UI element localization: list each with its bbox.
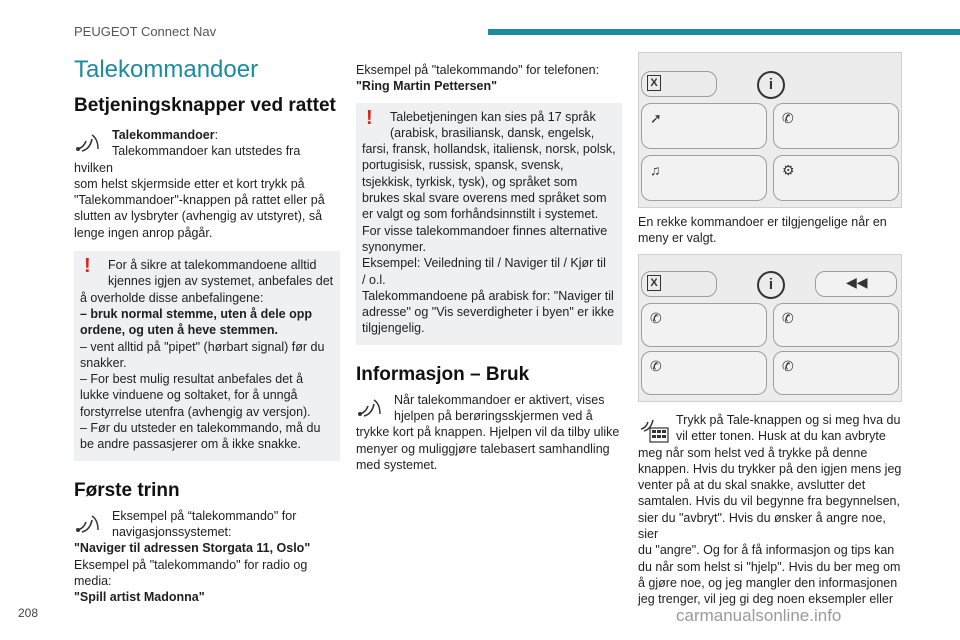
note-line: ordene, og uten å heve stemmen.	[80, 323, 278, 338]
note-line: forstyrrelse utenfra (avhengig av versjon).	[80, 404, 311, 419]
phone-example-command: "Ring Martin Pettersen"	[356, 79, 498, 94]
note-line: tsjekkisk, tyrkisk, tysk), og språket som	[362, 174, 578, 189]
menu-tile-phone[interactable]	[773, 103, 899, 149]
voice-command-button-icon	[356, 394, 390, 424]
info-line: Når talekommandoer er aktivert, vises	[394, 392, 605, 407]
info-line: menyer og muliggjøre talebasert samhandling	[356, 441, 610, 456]
voice-help-screen-main	[638, 52, 902, 208]
note-line: portugisisk, russisk, spansk, svensk,	[362, 158, 564, 173]
caption-line: En rekke kommandoer er tilgjengelige når en	[638, 215, 887, 229]
top-tile	[641, 271, 717, 297]
first-line: Eksempel på “talekommando" for	[112, 508, 297, 523]
command-tile[interactable]	[773, 351, 899, 395]
menu-tile-media[interactable]	[641, 155, 767, 201]
first-steps-paragraph	[74, 508, 340, 606]
note-line: lukke vinduene og soltaket, for å unngå	[80, 388, 298, 403]
phone-example-line: Eksempel på "talekommando" for telefonen:	[356, 63, 600, 77]
note-line: brukes skal svare overens med språket som	[362, 191, 607, 206]
voice-dialog-paragraph	[638, 412, 904, 608]
phone-icon: ✆	[782, 310, 794, 326]
note-line: – Før du utsteder en talekommando, må du	[80, 421, 321, 436]
body-line: å gjøre noe, og jeg mangler den informasjonen	[638, 575, 898, 590]
body-line: samtalen. Hvis du vil begynne fra begynnelsen,	[638, 494, 900, 509]
body-line: venter på at du skal snakke, avslutter det	[638, 478, 866, 493]
close-voice-icon[interactable]: X	[647, 75, 661, 91]
phone-icon: ✆	[782, 358, 794, 374]
note-line: – For best mulig resultat anbefales det å	[80, 372, 304, 387]
phone-icon: ✆	[782, 110, 794, 126]
note-line: å overholde disse anbefalingene:	[80, 290, 264, 305]
phone-icon: ✆	[650, 358, 662, 374]
voice-label: Talekommandoer	[112, 128, 215, 142]
voice-text-4: slutten av lysbryter (avhengig av utstyret), så	[74, 209, 323, 224]
note-line: adresse" og "Vis severdigheter i byen" er ikke	[362, 305, 615, 320]
warning-icon: !	[366, 106, 373, 129]
note-line: (arabisk, brasiliansk, dansk, engelsk,	[390, 125, 595, 140]
body-line: sier du "avbryt". Hvis du ønsker å angre noe, sier	[638, 510, 886, 542]
note-line: – bruk normal stemme, uten å dele opp	[80, 306, 313, 321]
voice-colon: :	[214, 128, 219, 142]
warning-note-recommendations	[74, 251, 340, 461]
command-tile[interactable]	[641, 303, 767, 347]
note-line: kjennes igjen av systemet, anbefales det	[108, 274, 334, 289]
page-number: 208	[18, 606, 39, 620]
section-heading-info: Informasjon – Bruk	[356, 363, 530, 385]
music-icon: ♫	[650, 162, 661, 178]
note-line: Eksempel: Veiledning til / Naviger til / Kjør til	[362, 256, 606, 271]
voice-command-button-icon	[74, 129, 108, 159]
first-line: "Naviger til adressen Storgata 11, Oslo"	[74, 541, 311, 556]
voice-text-3: "Talekommandoer"-knappen på rattet eller på	[74, 193, 325, 208]
voice-text-1: Talekommandoer kan utstedes fra hvilken	[74, 144, 301, 175]
note-line: – vent alltid på "pipet" (hørbart signal) før du	[80, 339, 325, 354]
info-icon[interactable]: i	[757, 71, 785, 99]
menu-tile-navigation[interactable]	[641, 103, 767, 149]
command-tile[interactable]	[641, 351, 767, 395]
note-line: Talekommandoene på arabisk for: "Naviger til	[362, 288, 614, 303]
column-left	[74, 56, 340, 605]
caption	[638, 214, 904, 247]
top-tile	[641, 71, 717, 97]
voice-keypad-icon	[638, 414, 672, 444]
navigation-icon: ➚	[650, 110, 662, 126]
first-line: media:	[74, 573, 112, 588]
section-heading-steering: Betjeningsknapper ved rattet	[74, 95, 336, 116]
info-line: trykke kort på knappen. Hjelpen vil da tilby ulike	[356, 425, 620, 440]
voice-command-paragraph	[74, 127, 340, 241]
header-accent-bar	[488, 29, 960, 35]
info-line: med systemet.	[356, 457, 438, 472]
page-title: Talekommandoer	[74, 56, 259, 83]
body-line: du "angre". Og for å få informasjon og tips kan	[638, 543, 895, 558]
note-line: For visse talekommandoer finnes alternative	[362, 223, 608, 238]
caption-line: meny er valgt.	[638, 231, 717, 246]
first-line: "Spill artist Madonna"	[74, 590, 205, 605]
section-heading-first-steps: Første trinn	[74, 479, 180, 501]
warning-note-languages	[356, 103, 622, 345]
column-middle	[356, 62, 622, 473]
note-line: snakker.	[80, 355, 127, 370]
voice-help-screen-menu	[638, 254, 902, 402]
body-line: meg når som helst ved å trykke på denne	[638, 445, 868, 460]
voice-text-2: som helst skjermside etter et kort trykk på	[74, 176, 305, 191]
body-line: knappen. Hvis du trykker på den igjen mens jeg	[638, 461, 902, 476]
note-line: synonymer.	[362, 239, 426, 254]
close-voice-icon[interactable]: X	[647, 275, 661, 291]
info-icon[interactable]: i	[757, 271, 785, 299]
note-line: be andre passasjerer om å ikke snakke.	[80, 437, 301, 452]
back-button[interactable]	[815, 271, 897, 297]
note-line: er valgt og som forhåndsinnstilt i systemet.	[362, 207, 599, 222]
first-line: Eksempel på "talekommando" for radio og	[74, 557, 308, 572]
command-tile[interactable]	[773, 303, 899, 347]
note-line: Talebetjeningen kan sies på 17 språk	[390, 109, 596, 124]
info-line: hjelpen på berøringsskjermen ved å	[394, 409, 593, 424]
running-header: PEUGEOT Connect Nav	[74, 24, 217, 39]
rewind-icon: ◀◀	[846, 274, 868, 290]
note-line: tilgjengelig.	[362, 321, 425, 336]
note-line: farsi, fransk, hollandsk, italiensk, norsk, polsk,	[362, 142, 616, 157]
phone-icon: ✆	[650, 310, 662, 326]
menu-tile-settings[interactable]	[773, 155, 899, 201]
body-line: du når som helst si "hjelp". Hvis du ber meg om	[638, 559, 901, 574]
voice-command-button-icon	[74, 510, 108, 540]
gear-icon: ⚙	[782, 162, 795, 178]
note-line: / o.l.	[362, 272, 386, 287]
body-line: vil etter tonen. Husk at du kan avbryte	[676, 429, 886, 444]
first-line: navigasjonssystemet:	[112, 524, 232, 539]
body-line: jeg trenger, vil jeg gi deg noen eksempler eller	[638, 592, 894, 607]
note-line: For å sikre at talekommandoene alltid	[108, 258, 317, 273]
info-paragraph	[356, 392, 622, 473]
body-line: Trykk på Tale-knappen og si meg hva du	[676, 413, 901, 427]
voice-text-5: lenge ingen anrop pågår.	[74, 225, 213, 240]
warning-icon: !	[84, 255, 91, 278]
watermark: carmanualsonline.info	[676, 606, 842, 625]
